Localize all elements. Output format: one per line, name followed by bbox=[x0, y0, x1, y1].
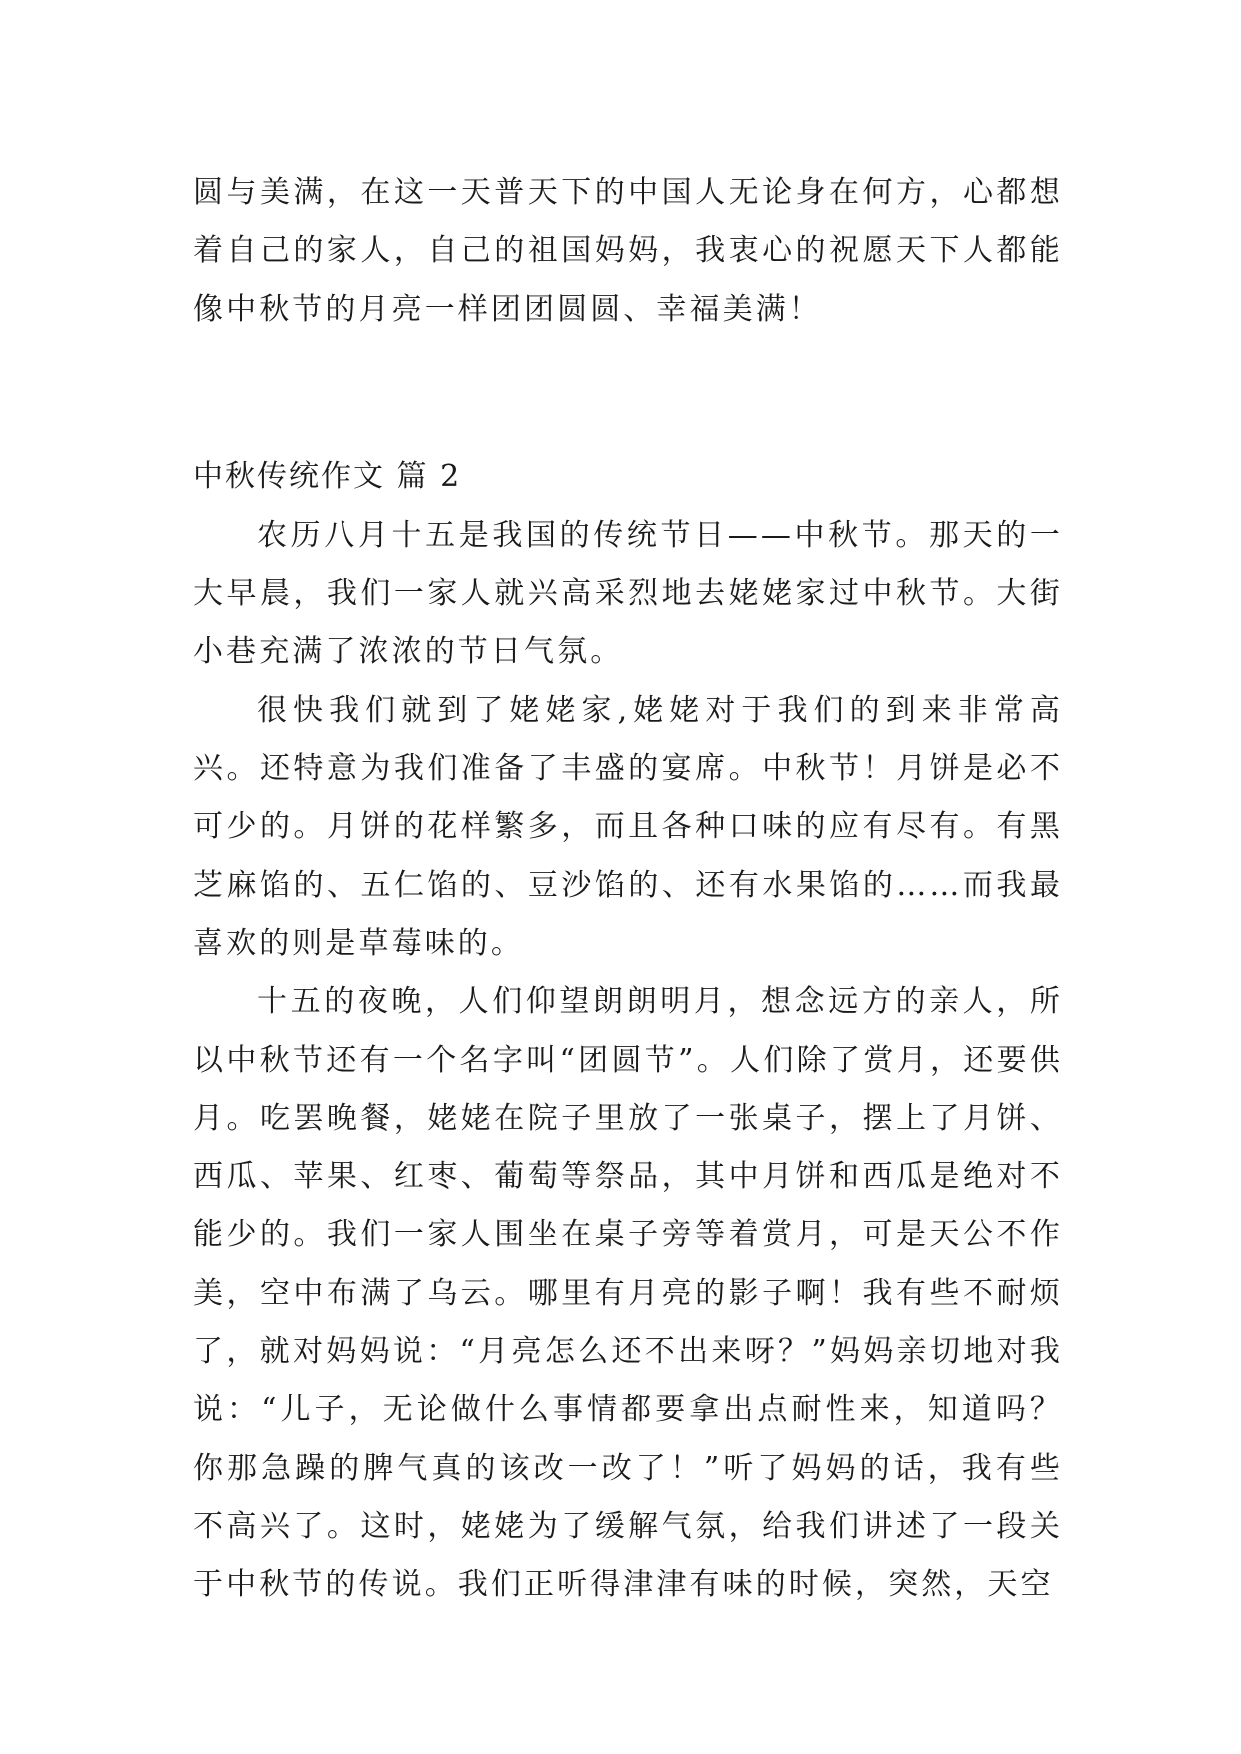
continuation-paragraph: 圆与美满，在这一天普天下的中国人无论身在何方，心都想着自己的家人，自己的祖国妈妈，我衷心的祝愿天下人都能像中秋节的月亮一样团团圆圆、幸福美满！ bbox=[193, 175, 1063, 327]
section-gap bbox=[193, 339, 1063, 447]
body-paragraph: 十五的夜晚，人们仰望朗朗明月，想念远方的亲人，所以中秋节还有一个名字叫“团圆节”。人们除了赏月，还要供月。吃罢晚餐，姥姥在院子里放了一张桌子，摆上了月饼、西瓜、苹果、红枣、葡萄等祭品，其中月饼和西瓜是绝对不能少的。我们一家人围坐在桌子旁等着赏月，可是天公不作美，空中布满了乌云。哪里有月亮的影子啊！我有些不耐烦了，就对妈妈说：“月亮怎么还不出来呀？”妈妈亲切地对我说：“儿子，无论做什么事情都要拿出点耐性来，知道吗？你那急躁的脾气真的该改一改了！”听了妈妈的话，我有些不高兴了。这时，姥姥为了缓解气氛，给我们讲述了一段关于中秋节的传说。我们正听得津津有味的时候，突然，天空 bbox=[193, 984, 1063, 1603]
section-title: 中秋传统作文 篇 2 bbox=[193, 458, 462, 494]
body-paragraph: 很快我们就到了姥姥家,姥姥对于我们的到来非常高兴。还特意为我们准备了丰盛的宴席。中秋节！月饼是必不可少的。月饼的花样繁多，而且各种口味的应有尽有。有黑芝麻馅的、五仁馅的、豆沙馅的、还有水果馅的……而我最喜欢的则是草莓味的。 bbox=[193, 692, 1063, 961]
document-body bbox=[193, 164, 1063, 1615]
body-paragraph: 农历八月十五是我国的传统节日——中秋节。那天的一大早晨，我们一家人就兴高采烈地去姥姥家过中秋节。大街小巷充满了浓浓的节日气氛。 bbox=[193, 517, 1063, 670]
